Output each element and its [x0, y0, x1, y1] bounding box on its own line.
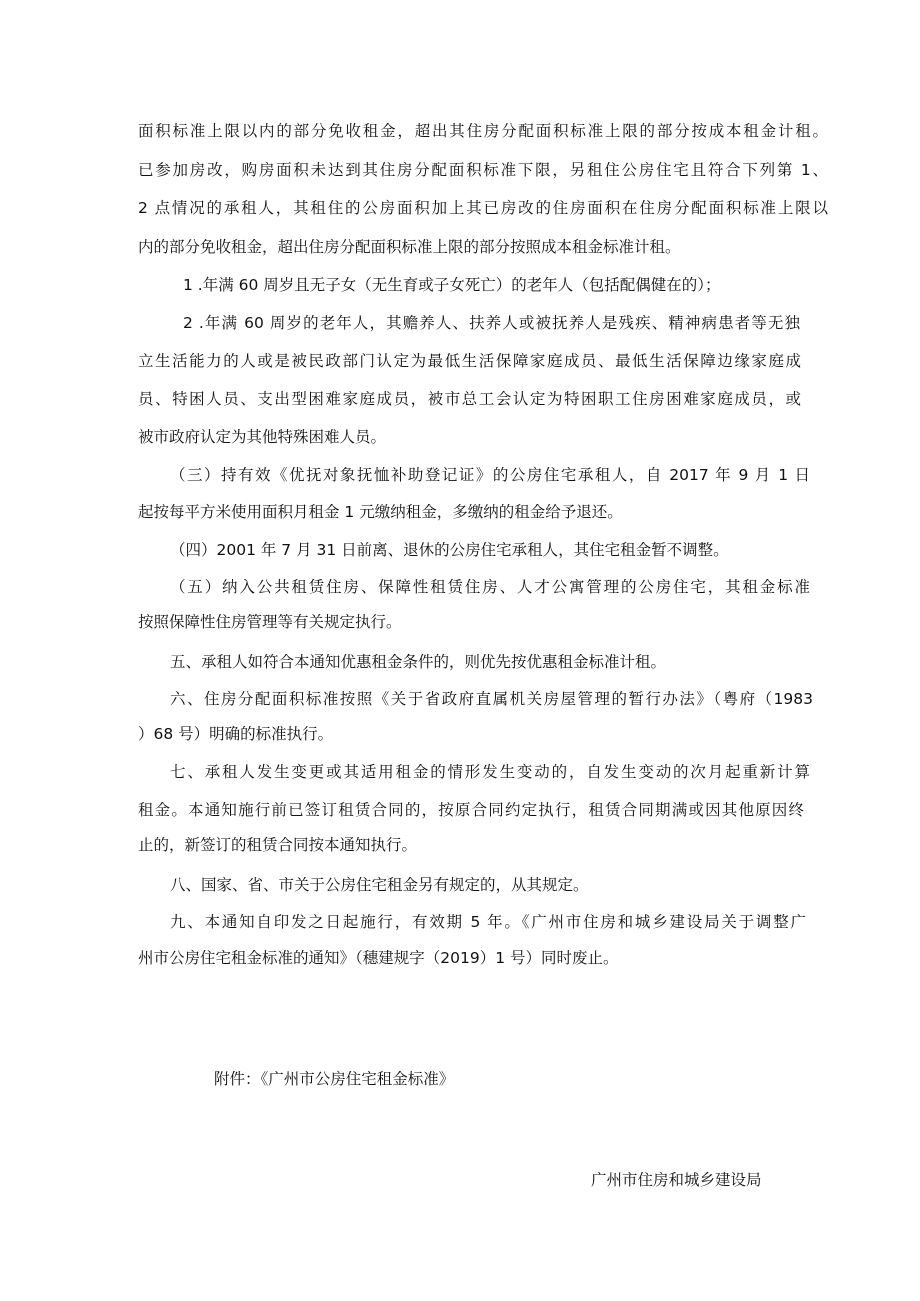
paragraph-line: （四）2001 年 7 月 31 日前离、退休的公房住宅承租人，其住宅租金暂不调整。: [170, 541, 729, 559]
section-eight: 八、国家、省、市关于公房住宅租金另有规定的，从其规定。: [170, 876, 589, 894]
attachment-line: 附件：《广州市公房住宅租金标准》: [214, 1070, 455, 1088]
body-line: 起按每平方米使用面积月租金 1 元缴纳租金，多缴纳的租金给予退还。: [138, 503, 623, 521]
body-line: 已参加房改，购房面积未达到其住房分配面积标准下限，另租住公房住宅且符合下列第 1、: [138, 161, 828, 179]
section-six: 六、住房分配面积标准按照《关于省政府直属机关房屋管理的暂行办法》（粤府（1983: [170, 690, 813, 708]
body-line: 内的部分免收租金，超出住房分配面积标准上限的部分按照成本租金标准计租。: [138, 238, 681, 256]
section-five: 五、承租人如符合本通知优惠租金条件的，则优先按优惠租金标准计租。: [170, 653, 667, 671]
section-nine: 九、本通知自印发之日起施行，有效期 5 年。《广州市住房和城乡建设局关于调整广: [170, 913, 806, 931]
body-line: 面积标准上限以内的部分免收租金，超出其住房分配面积标准上限的部分按成本租金计租。: [138, 122, 828, 140]
body-line: 2 点情况的承租人，其租住的公房面积加上其已房改的住房面积在住房分配面积标准上限以: [138, 199, 828, 217]
list-item: 1 .年满 60 周岁且无子女（无生育或子女死亡）的老年人（包括配偶健在的）；: [183, 276, 721, 294]
body-line: 员、特困人员、支出型困难家庭成员，被市总工会认定为特困职工住房困难家庭成员，或: [138, 390, 801, 408]
list-item: 2 .年满 60 周岁的老年人，其赡养人、扶养人或被抚养人是残疾、精神病患者等无独: [183, 314, 800, 332]
section-seven: 七、承租人发生变更或其适用租金的情形发生变动的，自发生变动的次月起重新计算: [170, 763, 810, 781]
body-line: 租金。本通知施行前已签订租赁合同的，按原合同约定执行，租赁合同期满或因其他原因终: [138, 801, 804, 819]
body-line: 被市政府认定为其他特殊困难人员。: [138, 428, 387, 446]
body-line: 止的，新签订的租赁合同按本通知执行。: [138, 836, 418, 854]
body-line: 州市公房住宅租金标准的通知》（穗建规字（2019）1 号）同时废止。: [138, 949, 619, 967]
paragraph-line: （三）持有效《优抚对象抚恤补助登记证》的公房住宅承租人，自 2017 年 9 月 1 日: [170, 466, 810, 484]
body-line: 立生活能力的人或是被民政部门认定为最低生活保障家庭成员、最低生活保障边缘家庭成: [138, 352, 801, 370]
paragraph-line: （五）纳入公共租赁住房、保障性租赁住房、人才公寓管理的公房住宅，其租金标准: [170, 578, 810, 596]
body-line: ）68 号）明确的标准执行。: [138, 725, 334, 743]
issuer-signature: 广州市住房和城乡建设局: [591, 1171, 762, 1189]
body-line: 按照保障性住房管理等有关规定执行。: [138, 613, 402, 631]
